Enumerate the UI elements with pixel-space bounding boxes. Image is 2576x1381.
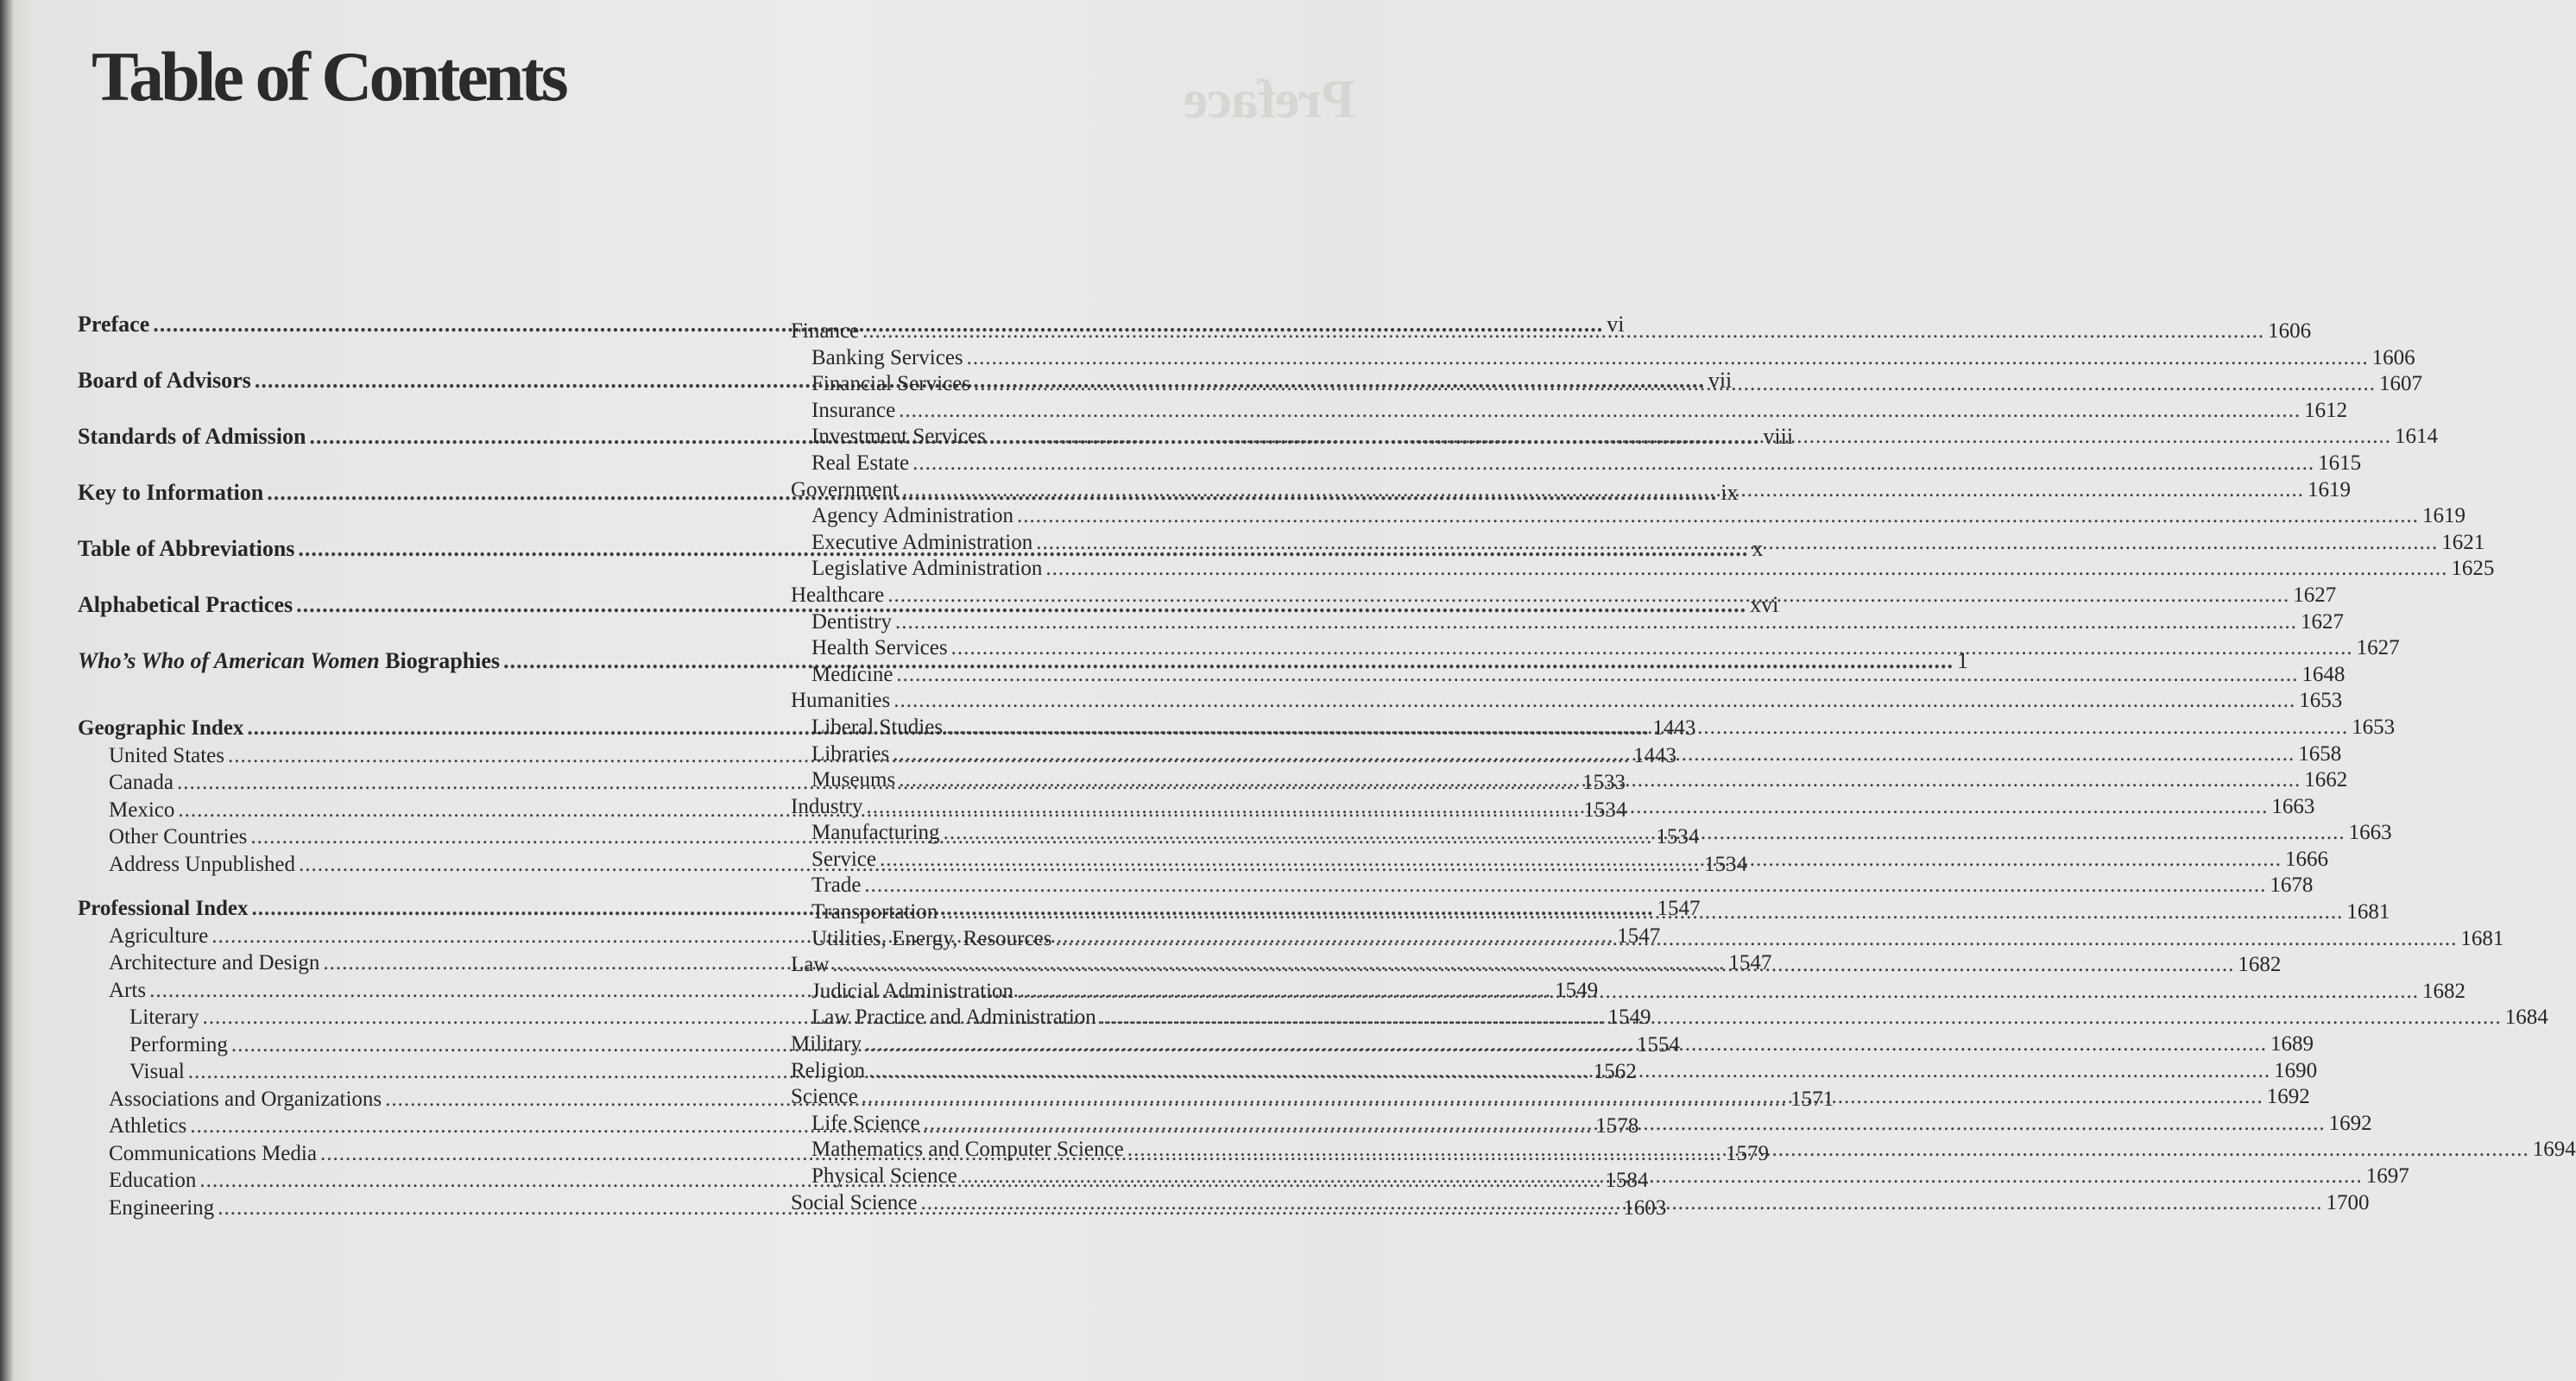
toc-subentry: Physical Science ..... 1697 [791,1164,1416,1191]
dot-leader [893,689,2295,713]
dot-leader [899,768,2301,792]
toc-subentry: Financial Services ..... 1607 [791,372,1416,399]
toc-entry-geographic-index: Geographic Index ..... 1443 [78,716,717,744]
dot-leader [974,372,2376,396]
dot-leader [868,1059,2270,1083]
toc-subentry: Real Estate ..... 1615 [791,451,1416,478]
dot-leader [946,716,2348,740]
toc-subentry: Medicine ..... 1648 [791,663,1416,690]
toc-subentry: Education ..... 1584 [78,1169,717,1196]
biographies-title-rest: Biographies [379,648,501,673]
toc-subentry: Manufacturing ..... 1663 [791,821,1416,848]
toc-entry-key-to-information: Key to Information ..... ix [78,475,717,531]
toc-subentry: Industry ..... 1663 [791,795,1395,822]
toc-subentry: Literary ..... 1549 [78,1006,717,1033]
dot-leader [1127,1138,2529,1162]
bleed-through-text: Preface [1184,68,1355,129]
toc-subentry: Other Countries ..... 1534 [78,825,717,853]
toc-subentry: Visual ..... 1562 [78,1060,717,1088]
toc-subentry: Health Services ..... 1627 [791,636,1416,663]
dot-leader [924,1112,2326,1136]
toc-subentry: Agency Administration ..... 1619 [791,504,1416,531]
toc-subentry: Law Practice and Administration ..... 1684 [791,1006,1416,1032]
toc-subentry: Mathematics and Computer Science ..... 1694 [791,1138,1416,1164]
toc-subentry: Communications Media ..... 1579 [78,1142,717,1170]
dot-leader [893,742,2295,766]
biographies-title-italic: Who’s Who of American Women [78,648,380,673]
dot-leader [1036,531,2438,555]
toc-subentry: Investment Services ..... 1614 [791,425,1416,451]
dot-leader [920,1191,2322,1215]
toc-subentry: Agriculture ..... 1547 [78,924,717,952]
toc-subentry: Transportation ..... 1681 [791,900,1416,927]
dot-leader [961,1164,2363,1189]
dot-leader [899,399,2301,423]
toc-subentry: Military ..... 1689 [791,1032,1395,1059]
toc-subentry: Insurance ..... 1612 [791,399,1416,426]
toc-subentry: Museums ..... 1662 [791,768,1416,795]
toc-entry-biographies: Who’s Who of American Women Biographies ..... 1 [78,643,717,699]
toc-subentry: United States ..... 1443 [78,744,717,772]
toc-subentry: Address Unpublished ..... 1534 [78,853,717,880]
dot-leader [862,1085,2263,1109]
toc-subentry: Canada ..... 1533 [78,771,717,798]
toc-subentry: Dentistry ..... 1627 [791,610,1416,637]
toc-subentry: Banking Services ..... 1606 [791,346,1416,373]
toc-subentry: Government ..... 1619 [791,478,1395,505]
toc-subentry: Associations and Organizations ..... 1571 [78,1088,717,1115]
toc-subentry: Performing ..... 1554 [78,1033,717,1061]
toc-subentry: Humanities ..... 1653 [791,689,1395,716]
dot-leader [912,451,2314,476]
toc-subentry: Finance ..... 1606 [791,319,1395,346]
toc-subentry: Executive Administration ..... 1621 [791,531,1416,558]
dot-leader [896,663,2298,687]
dot-leader [1100,1006,2502,1030]
toc-entry-professional-index: Professional Index ..... 1547 [78,897,717,924]
dot-leader [1017,504,2419,528]
toc-entry-standards-of-admission: Standards of Admission ..... viii [78,419,717,475]
toc-subentry: Service ..... 1666 [791,848,1416,874]
toc-entry-preface: Preface ..... vi [78,306,717,363]
dot-leader [862,319,2264,344]
dot-leader [989,425,2391,449]
toc-subentry: Religion ..... 1690 [791,1059,1395,1086]
toc-subentry: Engineering ..... 1603 [78,1196,717,1224]
dot-leader [941,900,2343,924]
toc-subentry: Architecture and Design ..... 1547 [78,951,717,979]
toc-subentry: Libraries ..... 1658 [791,742,1416,769]
toc-subentry: Athletics ..... 1578 [78,1114,717,1142]
toc-entry-table-of-abbreviations: Table of Abbreviations ..... x [78,531,717,587]
toc-subentry: Life Science ..... 1692 [791,1112,1416,1138]
dot-leader [866,795,2268,819]
dot-leader [832,953,2234,977]
dot-leader [902,478,2304,502]
toc-entry-alphabetical-practices: Alphabetical Practices ..... xvi [78,587,717,643]
toc-subentry: Healthcare ..... 1627 [791,583,1395,610]
toc-entry-board-of-advisors: Board of Advisors ..... vii [78,363,717,419]
dot-leader [1045,557,2447,581]
dot-leader [951,636,2353,660]
toc-subentry: Legislative Administration ..... 1625 [791,557,1416,583]
toc-subentry: Judicial Administration ..... 1682 [791,980,1416,1006]
page-title: Table of Contents [92,37,565,116]
dot-leader [887,583,2289,608]
toc-subentry: Science ..... 1692 [791,1085,1395,1112]
toc-subentry: Social Science ..... 1700 [791,1191,1395,1218]
toc-subentry: Mexico ..... 1534 [78,798,717,826]
toc-subentry: Law ..... 1682 [791,953,1395,980]
toc-subentry: Trade ..... 1678 [791,873,1416,900]
dot-leader [864,873,2266,898]
dot-leader [895,610,2297,634]
dot-leader [944,821,2346,845]
dot-leader [967,346,2369,370]
dot-leader [1017,980,2419,1004]
toc-subentry: Utilities, Energy, Resources ..... 1681 [791,927,1416,954]
dot-leader [865,1032,2267,1056]
toc-subentry: Arts ..... 1549 [78,979,717,1006]
dot-leader [880,848,2282,872]
dot-leader [1055,927,2457,951]
toc-subentry: Liberal Studies ..... 1653 [791,716,1416,742]
